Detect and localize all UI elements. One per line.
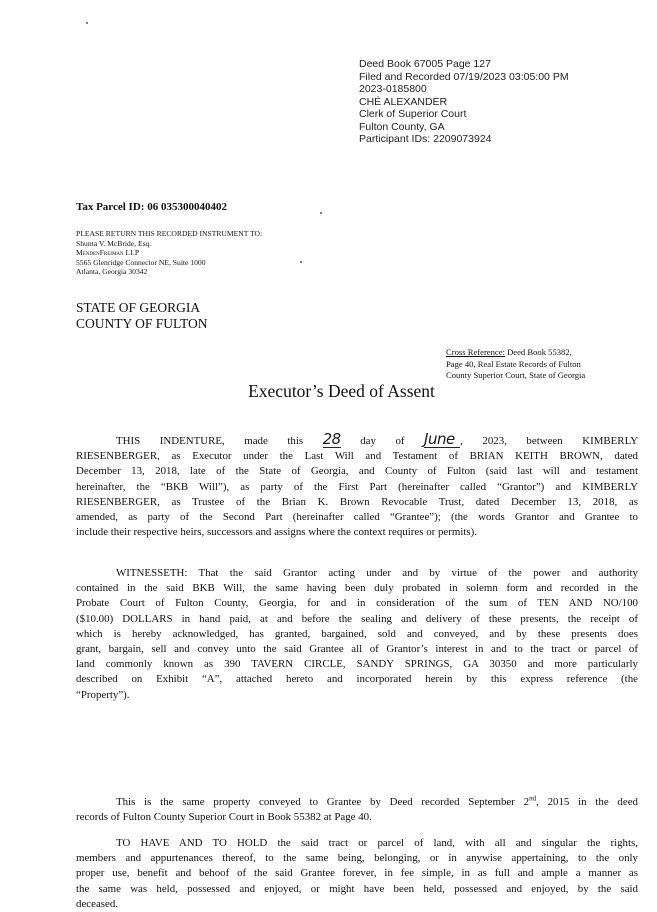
stamp-line: 2023-0185800: [359, 83, 427, 95]
paragraph-line: ($10.00) DOLLARS in hand paid, at and before the sealing and delivery of these presents, the receipt of: [76, 612, 638, 625]
cross-reference-line: County Superior Court, State of Georgia: [446, 370, 586, 381]
return-address-2: Atlanta, Georgia 30342: [76, 267, 148, 277]
cross-reference-book: Deed Book 55382,: [504, 347, 572, 357]
paragraph-line: “Property”).: [76, 688, 130, 701]
cross-reference-label: Cross Reference:: [446, 347, 505, 357]
cross-reference-line: Page 40, Real Estate Records of Fulton: [446, 358, 581, 369]
stamp-line: CHÉ ALEXANDER: [359, 95, 448, 108]
tax-parcel-id: Tax Parcel ID: 06 035300040402: [76, 201, 227, 213]
paragraph-line: records of Fulton County Superior Court in Book 55382 at Page 40.: [76, 811, 372, 824]
month-blank: [424, 430, 460, 448]
stamp-line: Deed Book 67005 Page 127: [359, 58, 491, 70]
stamp-line: Filed and Recorded 07/19/2023 03:05:00 PM: [359, 70, 569, 83]
paragraph-line: RIESENBERGER, as Trustee of the Brian K. Brown Revocable Trust, dated December 13, 2018, as: [76, 495, 638, 508]
paragraph-line: THIS INDENTURE, made this 28 day of June , 2023, between KIMBERLY: [116, 430, 638, 448]
paragraph-line: include their respective heirs, successors and assigns where the context requires or permits).: [76, 526, 478, 539]
return-to-block: [76, 229, 262, 277]
paragraph-line: land commonly known as 390 TAVERN CIRCLE, SANDY SPRINGS, GA 30350 and more particularly: [76, 658, 638, 671]
paragraph-line: members and appurtenances thereof, to the same being, belonging, or in anywise appertaining, to the only: [76, 852, 638, 865]
stamp-line: Participant IDs: 2209073924: [359, 133, 492, 145]
scan-speck: [86, 22, 88, 24]
paragraph-line: contained in the said BKB Will, the same having been duly probated in solemn form and recorded in the: [76, 582, 638, 595]
paragraph-line: amended, as party of the Second Part (hereinafter called “Grantee”); (the words Grantor and Grantee to: [76, 511, 638, 524]
return-address-1: 5565 Glenridge Connector NE, Suite 1000: [76, 257, 206, 267]
scan-speck: [300, 261, 302, 263]
county-line: COUNTY OF FULTON: [76, 316, 208, 331]
paragraph-line: December 13, 2018, late of the State of Georgia, and County of Fulton (said last will and testament: [76, 465, 638, 478]
habendum-paragraph: [76, 836, 638, 912]
handwritten-month: June: [424, 430, 455, 448]
paragraph-line: TO HAVE AND TO HOLD the said tract or parcel of land, with all and singular the rights,: [116, 837, 638, 849]
day-blank: [322, 430, 341, 448]
paragraph-line: grant, bargain, sell and convey unto the said Grantee all of Grantor’s interest in and to the tract or parcel of: [76, 643, 638, 656]
paragraph-line: described on Exhibit “A”, attached hereto and incorporated herein by this express reference (the: [76, 673, 638, 686]
state-line: STATE OF GEORGIA: [76, 300, 201, 315]
ordinal-suffix: nd: [529, 794, 537, 803]
scan-speck: [320, 212, 322, 214]
paragraph-line: WITNESSETH: That the said Grantor acting under and by virtue of the power and authority: [116, 567, 638, 579]
paragraph-line: hereinafter, the “BKB Will”), as party of the First Part (hereinafter called “Grantor”) and KIMBERLY: [76, 480, 638, 493]
venue-block: [76, 300, 208, 332]
paragraph-line: Probate Court of Fulton County, Georgia, for and in consideration of the sum of TEN AND NO/100: [76, 597, 638, 610]
document-title: Executor’s Deed of Assent: [248, 381, 435, 401]
stamp-line: Clerk of Superior Court: [359, 108, 467, 120]
paragraph-line: This is the same property conveyed to Grantee by Deed recorded September 2nd, 2015 in the deed: [116, 794, 638, 808]
paragraph-line: RIESENBERGER, as Executor under the Last Will and Testament of BRIAN KEITH BROWN, dated: [76, 450, 638, 463]
handwritten-day: 28: [322, 430, 341, 448]
stamp-line: Fulton County, GA: [359, 120, 445, 133]
same-property-paragraph: [76, 795, 638, 825]
paragraph-line: proper use, benefit and behoof of the said Grantee forever, in fee simple, in as full and ample a manner as: [76, 867, 638, 880]
indenture-paragraph: [76, 430, 638, 540]
return-firm: MendenFreiman LLP: [76, 248, 140, 258]
paragraph-line: which is hereby acknowledged, has granted, bargained, sold and conveyed, and by these presents does: [76, 627, 638, 640]
return-heading: PLEASE RETURN THIS RECORDED INSTRUMENT TO:: [76, 229, 263, 238]
paragraph-line: deceased.: [76, 897, 119, 910]
witnesseth-paragraph: [76, 566, 638, 703]
paragraph-line: the same was held, possessed and enjoyed, or might have been held, possessed and enjoyed, by the said: [76, 882, 638, 895]
return-name: Shunta V. McBride, Esq.: [76, 238, 152, 248]
cross-reference: [446, 347, 585, 382]
recording-stamp: [359, 58, 569, 146]
